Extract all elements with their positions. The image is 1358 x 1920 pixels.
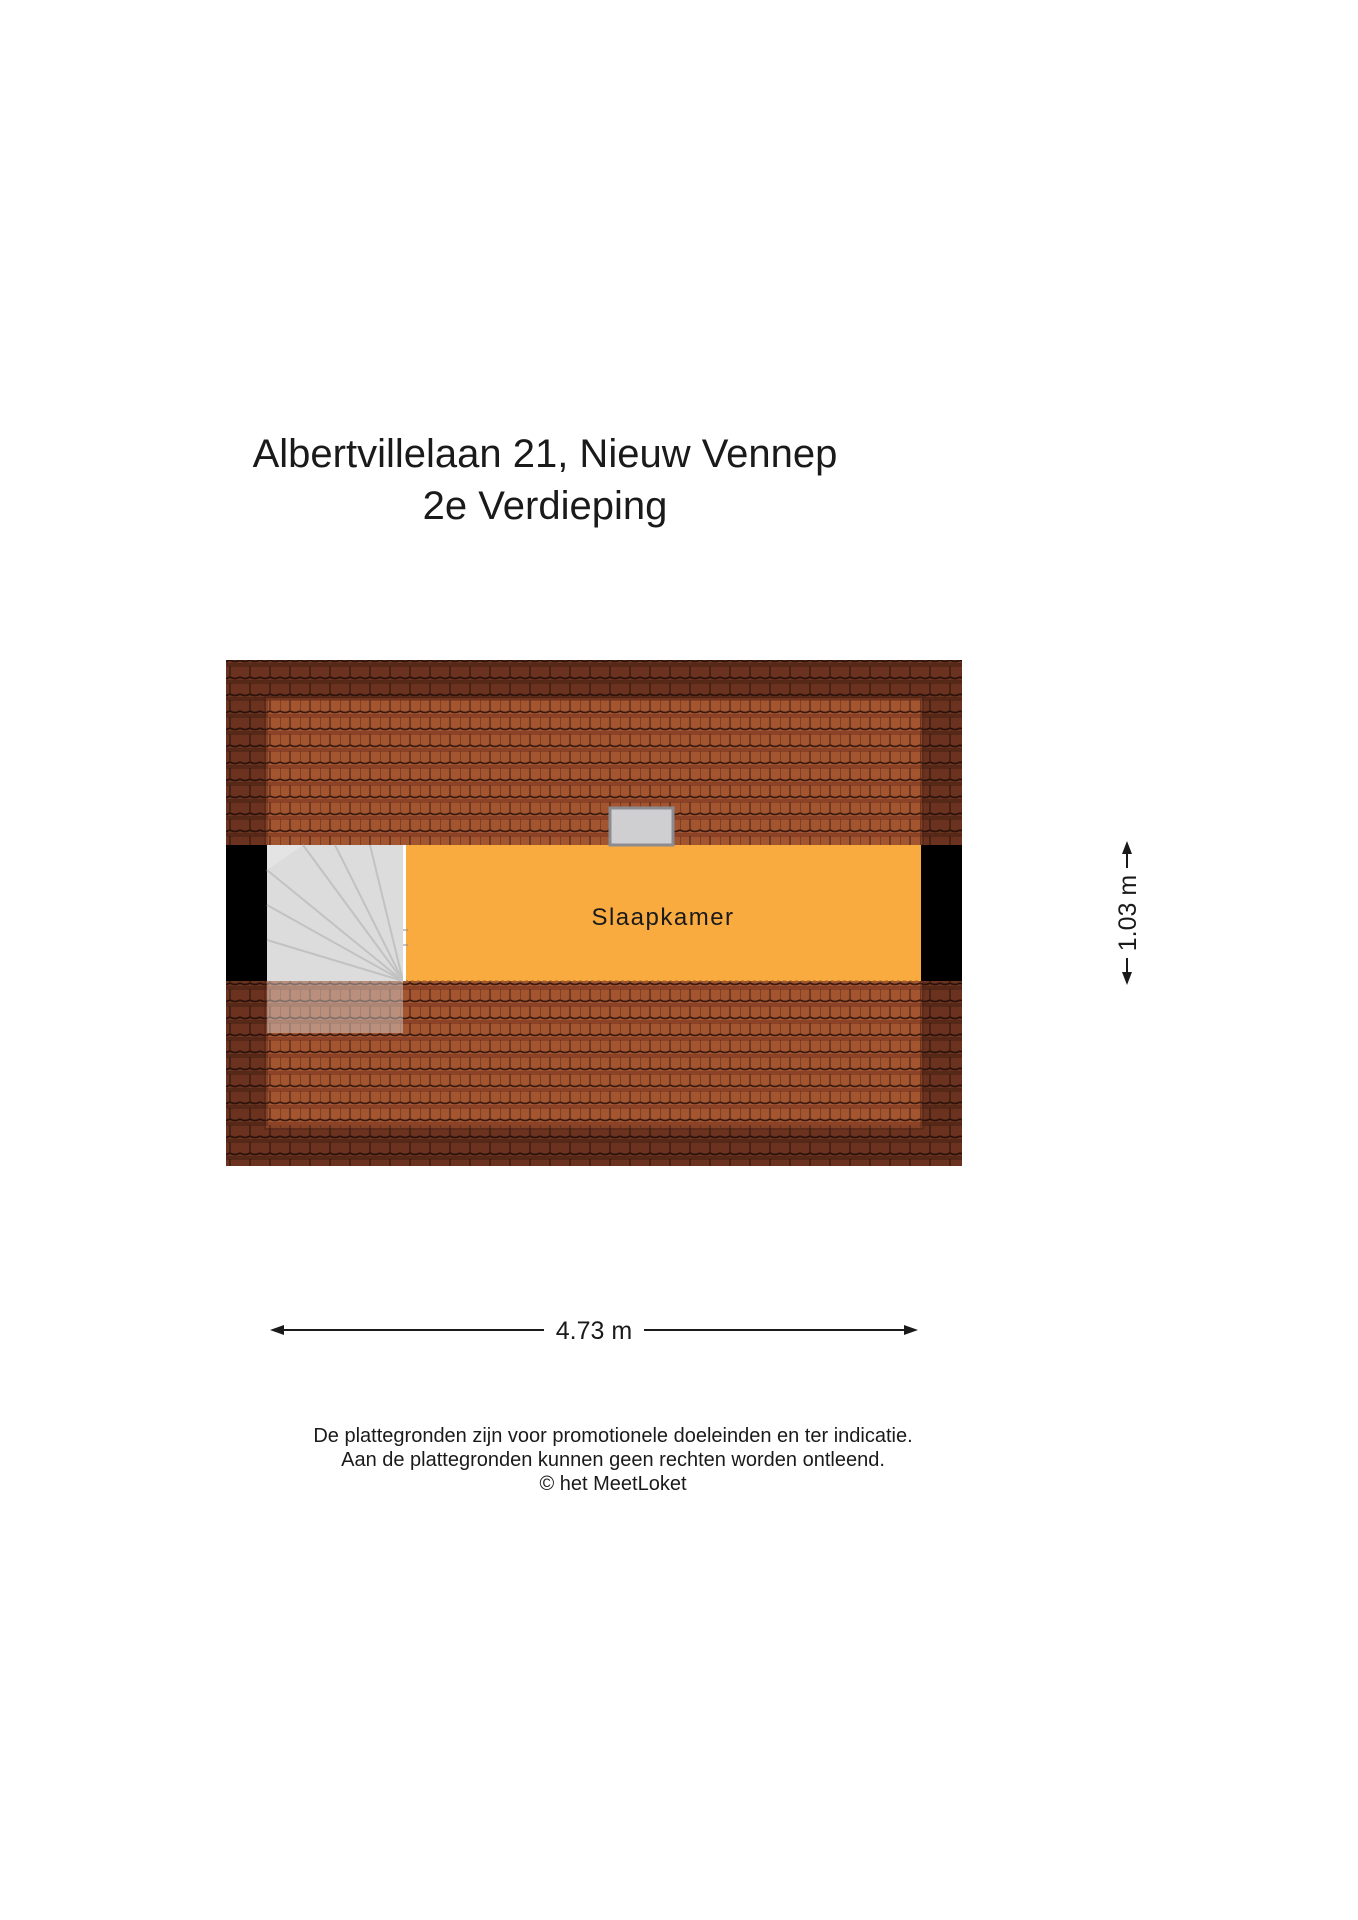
gable-wall-right: [921, 845, 962, 981]
skylight: [610, 808, 673, 845]
disclaimer-copyright: © het MeetLoket: [539, 1473, 687, 1495]
staircase: [267, 845, 408, 1033]
disclaimer: [230, 1424, 996, 1496]
width-dimension: [270, 1317, 918, 1345]
page-title: Albertvillelaan 21, Nieuw Vennep: [252, 432, 838, 476]
width-label: 4.73 m: [555, 1317, 633, 1345]
gable-wall-left: [226, 845, 267, 981]
disclaimer-line-2: Aan de plattegronden kunnen geen rechten worden ontleend.: [341, 1449, 885, 1471]
disclaimer-line-1: De plattegronden zijn voor promotionele doeleinden en ter indicatie.: [313, 1425, 913, 1447]
room-label-slaapkamer: Slaapkamer: [591, 904, 735, 931]
depth-dimension: [1114, 841, 1142, 985]
floor-subtitle: 2e Verdieping: [422, 484, 668, 528]
depth-label: 1.03 m: [1114, 874, 1142, 952]
